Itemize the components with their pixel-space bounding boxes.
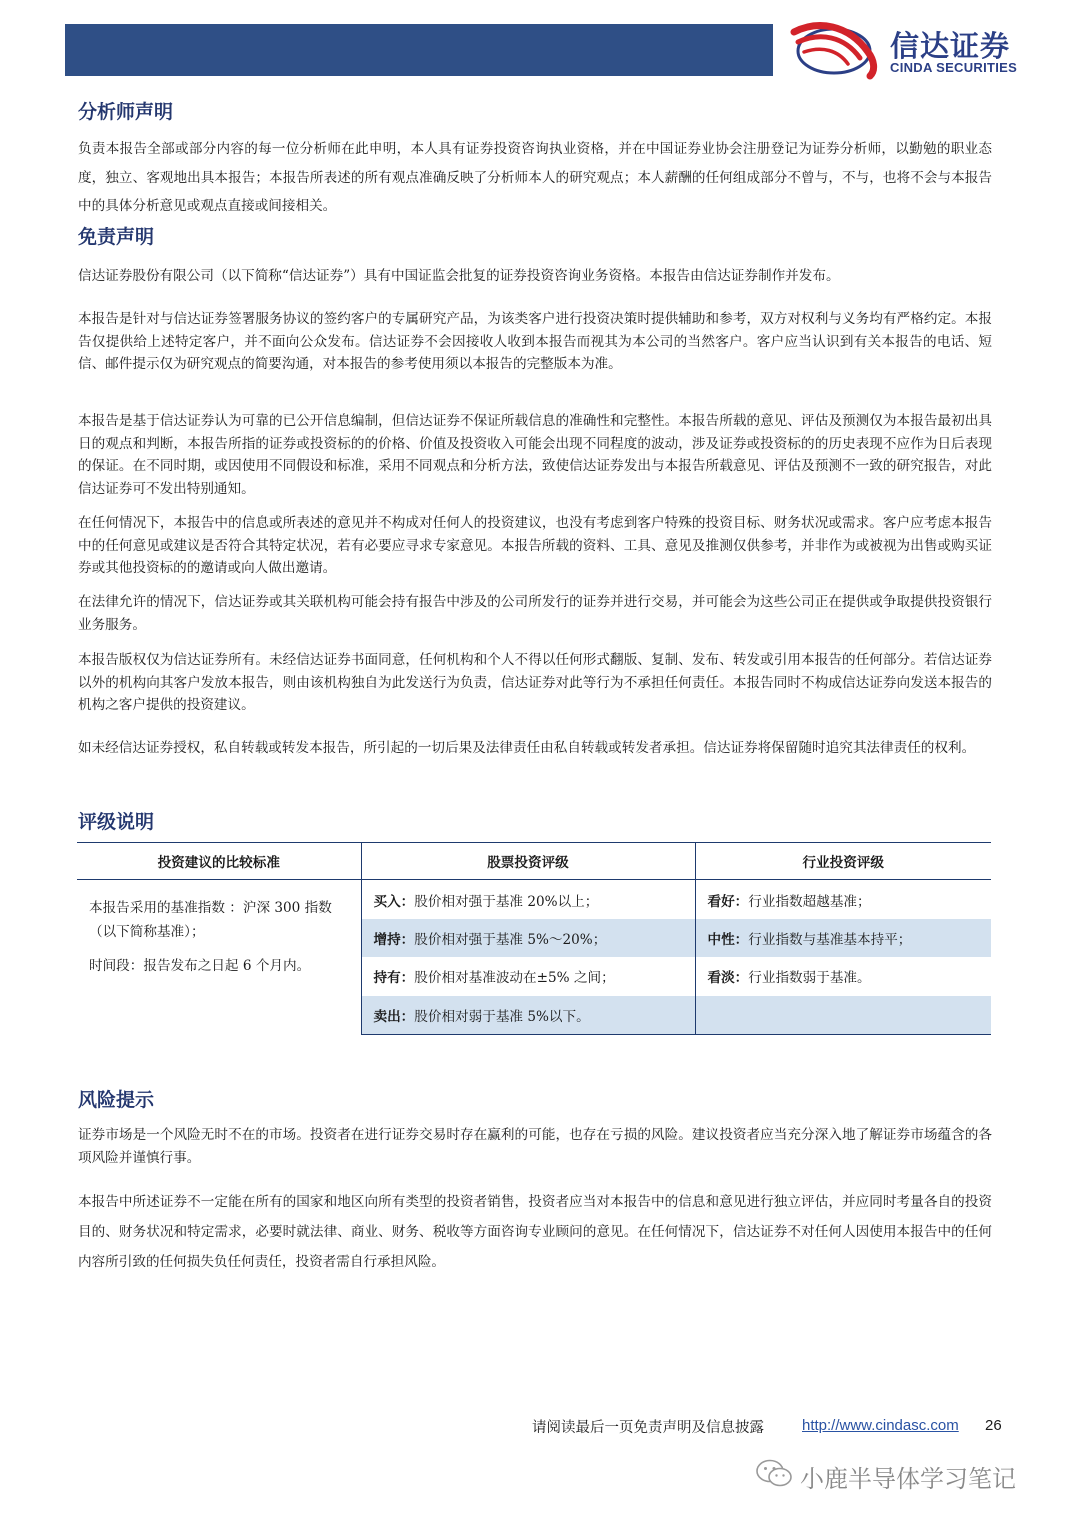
rating-desc: 股价相对基准波动在±5% 之间； <box>414 970 615 987</box>
rating-label: 看淡： <box>707 970 749 987</box>
cinda-logo <box>790 18 1060 82</box>
industry-rating-neutral <box>695 919 991 957</box>
rating-desc: 股价相对强于基准 20%以上； <box>414 893 599 910</box>
risk-paragraph: 证券市场是一个风险无时不在的市场。投资者在进行证券交易时存在赢利的可能，也存在亏损的风险。建议投资者应当充分深入地了解证券市场蕴含的各项风险并谨慎行事。 <box>78 1127 992 1166</box>
header-stock-rating: 股票投资评级 <box>361 843 695 880</box>
analyst-statement-heading: 分析师声明 <box>78 101 174 123</box>
header-comparison-standard: 投资建议的比较标准 <box>77 843 361 880</box>
rating-heading: 评级说明 <box>78 811 155 833</box>
stock-rating-hold <box>361 957 695 995</box>
disclaimer-paragraph: 在任何情况下，本报告中的信息或所表述的意见并不构成对任何人的投资建议，也没有考虑到客户特殊的投资目标、财务状况或需求。客户应考虑本报告中的任何意见或建议是否符合其特定状况，若有必要应寻求专家意见。本报告所载的资料、工具、意见及推测仅供参考，并非作为或被视为出售或购买证券或其他投资标的的邀请或向人做出邀请。 <box>78 515 992 577</box>
rating-table-header-row <box>77 843 991 880</box>
disclaimer-paragraph: 如未经信达证券授权，私自转载或转发本报告，所引起的一切后果及法律责任由私自转载或转发者承担。信达证券将保留随时追究其法律责任的权利。 <box>78 740 976 756</box>
disclaimer-paragraph: 本报告版权仅为信达证券所有。未经信达证券书面同意，任何机构和个人不得以任何形式翻版、复制、发布、转发或引用本报告的任何部分。若信达证券以外的机构向其客户发放本报告，则由该机构独自为此发送行为负责，信达证券对此等行为不承担任何责任。本报告同时不构成信达证券向发送本报告的机构之客户提供的投资建议。 <box>78 652 992 714</box>
disclaimer-paragraph: 本报告是针对与信达证券签署服务协议的签约客户的专属研究产品，为该类客户进行投资决策时提供辅助和参考，双方对权利与义务均有严格约定。本报告仅提供给上述特定客户，并不面向公众发布。信达证券不会因接收人收到本报告而视其为本公司的当然客户。客户应当认识到有关本报告的电话、短信、邮件提示仅为研究观点的简要沟通，对本报告的参考使用须以本报告的完整版本为准。 <box>78 311 992 373</box>
footer-disclaimer-note: 请阅读最后一页免责声明及信息披露 <box>532 1420 764 1436</box>
rating-label: 持有： <box>373 970 415 987</box>
watermark-text: 小鹿半导体学习笔记 <box>800 1465 1016 1493</box>
rating-label: 看好： <box>707 893 749 910</box>
header-industry-rating: 行业投资评级 <box>695 843 991 880</box>
cinda-logo-mark-icon <box>790 18 882 80</box>
rating-label: 中性： <box>707 931 749 948</box>
stock-rating-buy <box>361 880 695 919</box>
risk-heading: 风险提示 <box>78 1089 155 1111</box>
rating-label: 卖出： <box>373 1008 415 1025</box>
benchmark-index-text: 本报告采用的基准指数 ：沪深 300 指数（以下简称基准）； <box>89 900 332 941</box>
rating-desc: 股价相对强于基准 5%～20%； <box>414 931 607 948</box>
industry-rating-negative <box>695 957 991 995</box>
benchmark-basis-cell <box>77 880 361 1035</box>
wechat-icon <box>755 1458 793 1488</box>
disclaimer-paragraph: 本报告是基于信达证券认为可靠的已公开信息编制，但信达证券不保证所载信息的准确性和完整性。本报告所载的意见、评估及预测仅为本报告最初出具日的观点和判断，本报告所指的证券或投资标的的价格、价值及投资收入可能会出现不同程度的波动，涉及证券或投资标的的历史表现不应作为日后表现的保证。在不同时期，或因使用不同假设和标准，采用不同观点和分析方法，致使信达证券发出与本报告所载意见、评估及预测不一致的研究报告，对此信达证券可不发出特别通知。 <box>78 413 992 498</box>
time-period-text: 时间段：报告发布之日起 6 个月内。 <box>89 958 311 975</box>
rating-label: 增持： <box>373 931 415 948</box>
analyst-statement-text: 负责本报告全部或部分内容的每一位分析师在此申明，本人具有证券投资咨询执业资格，并在中国证券业协会注册登记为证券分析师，以勤勉的职业态度，独立、客观地出具本报告；本报告所表述的所有观点准确反映了分析师本人的研究观点；本人薪酬的任何组成部分不曾与，不与，也将不会与本报告中的具体分析意见或观点直接或间接相关。 <box>78 141 992 214</box>
stock-rating-sell <box>361 996 695 1035</box>
disclaimer-paragraph: 信达证券股份有限公司（以下简称“信达证券”）具有中国证监会批复的证券投资咨询业务资格。本报告由信达证券制作并发布。 <box>78 268 840 284</box>
rating-label: 买入： <box>373 893 415 910</box>
page-number: 26 <box>985 1417 1002 1434</box>
risk-paragraph: 本报告中所述证券不一定能在所有的国家和地区向所有类型的投资者销售，投资者应当对本报告中的信息和意见进行独立评估，并应同时考量各自的投资目的、财务状况和特定需求，必要时就法律、商业、财务、税收等方面咨询专业顾问的意见。在任何情况下，信达证券不对任何人因使用本报告中的任何内容所引致的任何损失负任何责任，投资者需自行承担风险。 <box>78 1194 992 1270</box>
logo-chinese-name: 信达证券 <box>890 29 1011 63</box>
stock-rating-overweight <box>361 919 695 957</box>
rating-desc: 行业指数弱于基准。 <box>748 970 871 987</box>
rating-table <box>77 842 991 1035</box>
table-row <box>77 880 991 919</box>
industry-rating-empty <box>695 996 991 1035</box>
rating-desc: 行业指数超越基准； <box>748 893 871 910</box>
disclaimer-paragraph: 在法律允许的情况下，信达证券或其关联机构可能会持有报告中涉及的公司所发行的证券并进行交易，并可能会为这些公司正在提供或争取提供投资银行业务服务。 <box>78 594 992 633</box>
rating-desc: 股价相对弱于基准 5%以下。 <box>414 1008 590 1025</box>
industry-rating-positive <box>695 880 991 919</box>
disclaimer-heading: 免责声明 <box>78 226 155 248</box>
rating-desc: 行业指数与基准基本持平； <box>748 931 912 948</box>
website-link[interactable]: http://www.cindasc.com <box>802 1417 959 1434</box>
logo-english-name: CINDA SECURITIES <box>890 60 1018 75</box>
header-bar <box>65 24 773 76</box>
